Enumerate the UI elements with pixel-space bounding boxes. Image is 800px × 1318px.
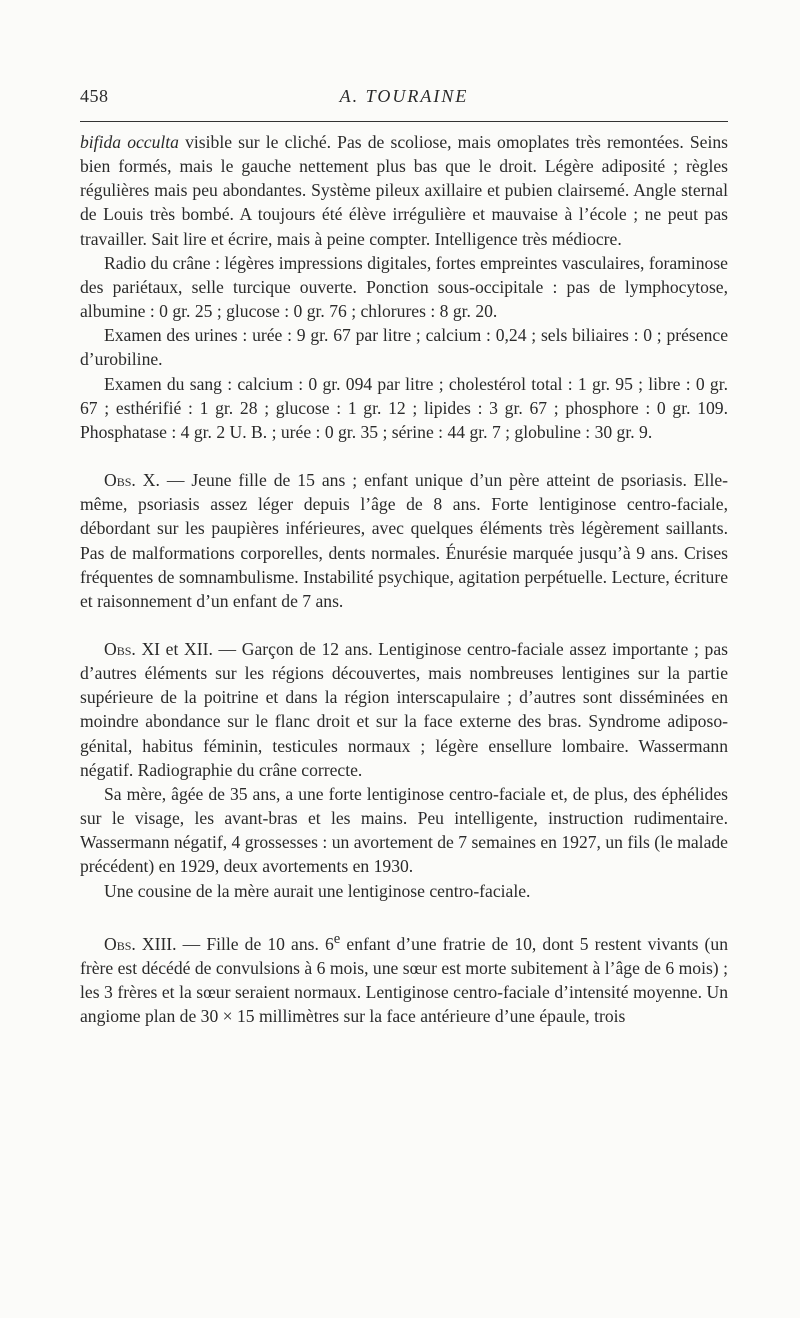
paragraph-text: — Garçon de 12 ans. Lentiginose centro-faciale assez importante ; pas d’autres éléments sur les régions découvertes, mais nombreuses lentigines sur la partie supérieure de la poitrine et dans la région interscapulaire ; d’autres sont disséminées en moindre abondance sur le flanc droit et sur la face externe des bras. Syndrome adiposo-génital, habitus féminin, testicules normaux ; légère ensellure lombaire. Wassermann négatif. Radiographie du crâne correcte. (80, 638, 729, 780)
paragraph: Examen du sang : calcium : 0 gr. 094 par litre ; cholestérol total : 1 gr. 95 ; libre : 0 gr. 67 ; esthérifié : 1 gr. 28 ; glucose : 1 gr. 12 ; lipides : 3 gr. 67 ; phosphore : 0 gr. 109. Phosphatase : 4 gr. 2 U. B. ; urée : 0 gr. 35 ; sérine : 44 gr. 7 ; globuline : 30 gr. 9. (80, 373, 728, 442)
superscript: e (333, 930, 341, 947)
obs-number: XI et XII. (135, 638, 213, 659)
paragraph-text: visible sur le cliché. Pas de scoliose, mais omoplates très remontées. Seins bien formés, mais le gauche nettement plus bas que le droit. Légère adiposité ; règles régulières mais peu abondantes. Système pileux axillaire et pubien clairsemé. Angle sternal de Louis très bombé. A toujours été élève irrégulière et mauvaise à l’école ; ne peut pas travailler. Sait lire et écrire, mais à peine compter. Intelligence très médiocre. (80, 132, 728, 249)
header-rule (80, 121, 728, 122)
observation-xiii (80, 927, 728, 1028)
paragraph-text: — Fille de 10 ans. 6 (176, 933, 334, 954)
paragraph (80, 130, 728, 251)
observation-xi-xii (80, 637, 728, 782)
italic-term: bifida occulta (80, 132, 179, 152)
obs-number: X. (135, 470, 160, 491)
paragraph: Examen des urines : urée : 9 gr. 67 par litre ; calcium : 0,24 ; sels biliaires : 0 ; présence d’urobiline. (80, 325, 728, 370)
obs-label: Obs. (104, 470, 136, 491)
page-header (80, 86, 728, 116)
paragraph: Radio du crâne : légères impressions digitales, fortes empreintes vasculaires, foraminose des pariétaux, selle turcique ouverte. Ponction sous-occipitale : pas de lymphocytose, albumine : 0 gr. 25 ; glucose : 0 gr. 76 ; chlorures : 8 gr. 20. (80, 252, 728, 322)
paragraph: Sa mère, âgée de 35 ans, a une forte lentiginose centro-faciale et, de plus, des éphélides sur le visage, les avant-bras et les mains. Peu intelligente, instruction rudimentaire. Wassermann négatif, 4 grossesses : un avortement de 7 semaines en 1927, un fils (le malade précédent) en 1929, deux avortements en 1930. (80, 783, 728, 877)
obs-number: XIII. (135, 933, 177, 954)
page-number: 458 (80, 86, 109, 106)
obs-label: Obs. (104, 933, 136, 954)
paragraph-text: enfant d’une fratrie de 10, dont 5 restent vivants (un frère est décédé de convulsions à 6 mois, une sœur est morte subitement à l’âge de 6 mois) ; les 3 frères et la sœur seraient normaux. Lentiginose centro-faciale d’intensité moyenne. Un angiome plan de 30 × 15 millimètres sur la face antérieure d’une épaule, trois (80, 933, 728, 1027)
paragraph-text: — Jeune fille de 15 ans ; enfant unique d’un père atteint de psoriasis. Elle-même, psoriasis assez léger depuis l’âge de 8 ans. Forte lentiginose centro-faciale, débordant sur les paupières inférieures, avec quelques éléments très légèrement saillants. Pas de malformations corporelles, dents normales. Énurésie marquée jusqu’à 9 ans. Crises fréquentes de somnambulisme. Instabilité psychique, agitation perpétuelle. Lecture, écriture et raisonnement d’un enfant de 7 ans. (80, 470, 728, 611)
obs-label: Obs. (104, 638, 136, 659)
running-head: A. TOURAINE (339, 86, 469, 106)
body-text (80, 130, 728, 1028)
paragraph: Une cousine de la mère aurait une lentiginose centro-faciale. (104, 880, 531, 901)
observation-x (80, 468, 728, 613)
